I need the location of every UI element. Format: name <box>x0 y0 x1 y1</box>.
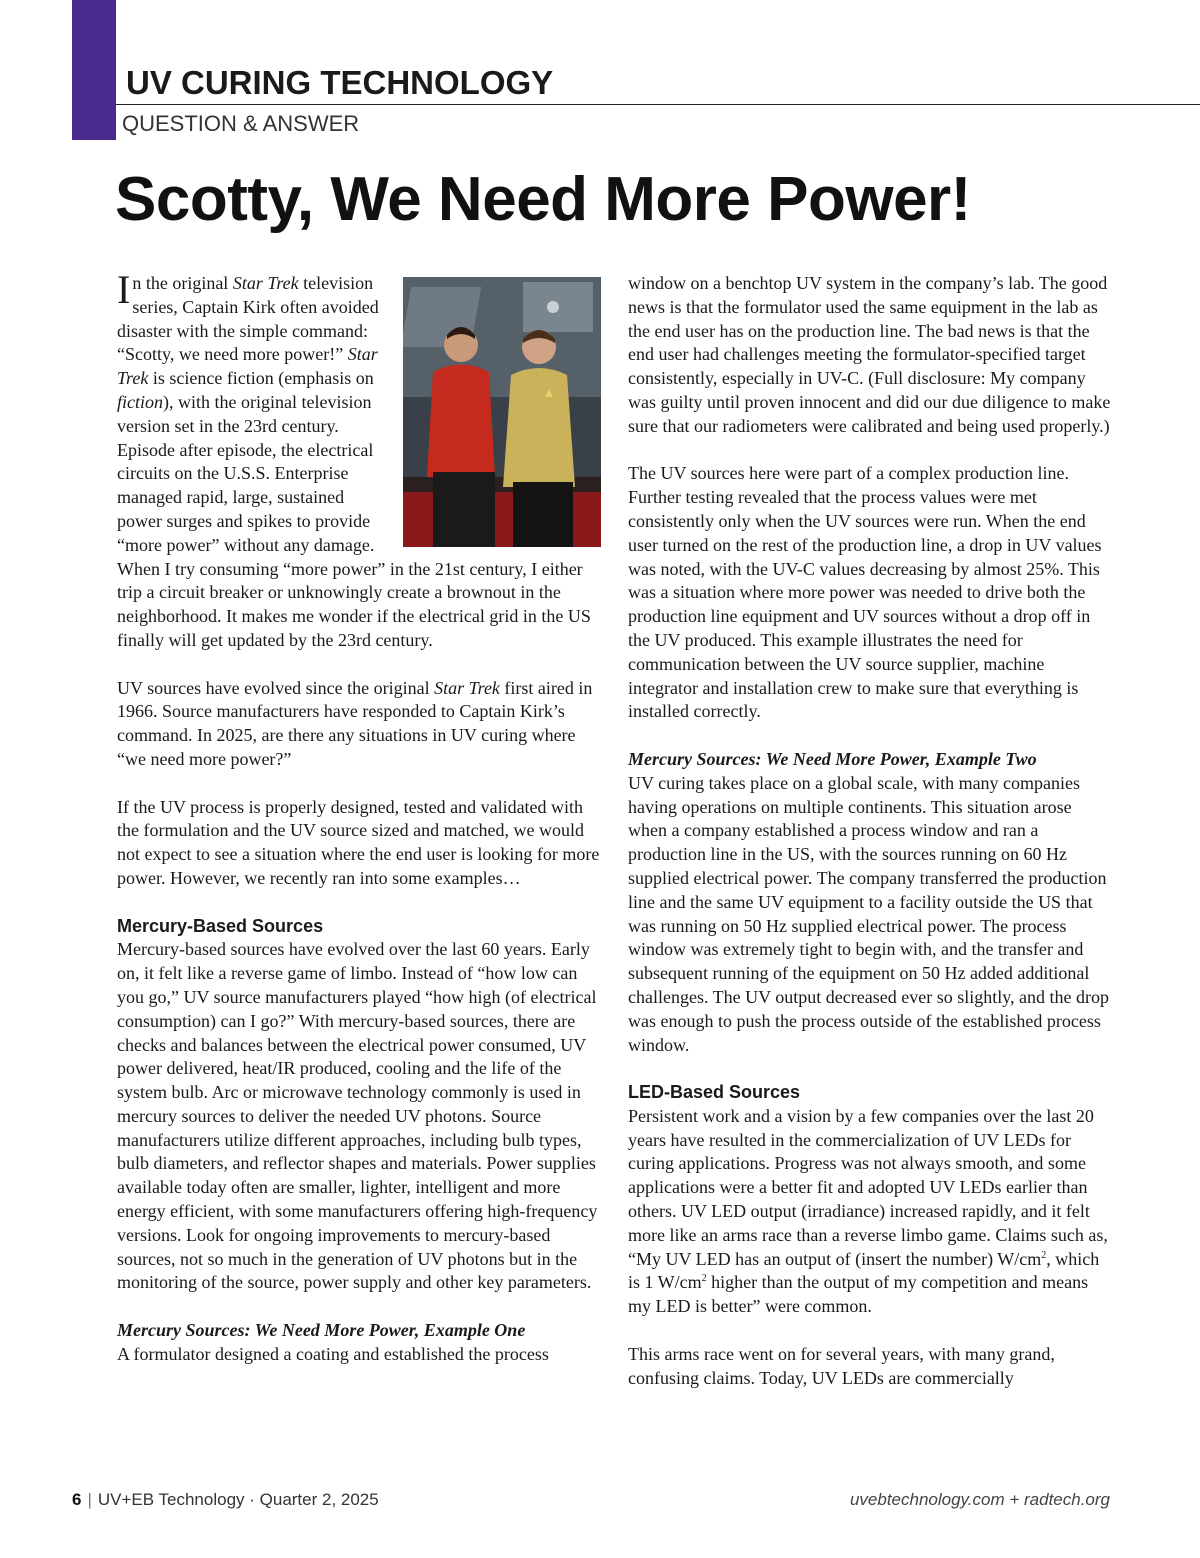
body-paragraph: UV curing takes place on a global scale, with many companies having operations on multiple continents. This situation arose when a company established a process window and ran a production line in the US, with the sources running on 60 Hz supplied electrical power. The company transferred the production line and the same UV equipment to a facility outside the US that was running on 50 Hz supplied electrical power. The process window was extremely tight to begin with, and the transfer and subsequent running of the equipment on 50 Hz added additional challenges. The UV output decreased ever so slightly, and the drop was enough to push the process outside of the established process window. <box>628 772 1110 1055</box>
body-paragraph: A formulator designed a coating and established the process <box>117 1343 549 1364</box>
body-paragraph: UV sources have evolved since the original Star Trek first aired in 1966. Source manufacturers have responded to Captain Kirk’s command. In 2025, are there any situations in UV curing where “we need more power?” <box>117 677 593 769</box>
body-paragraph: Mercury-based sources have evolved over the last 60 years. Early on, it felt like a reverse game of limbo. Instead of “how low can you go,” UV source manufacturers played “how high (of electrical consumption) can I go?” With mercury-based sources, there are checks and balances between the electrical power consumed, UV power delivered, heat/IR produced, cooling and the life of the system bulb. Arc or microwave technology commonly is used in mercury sources to deliver the needed UV photons. Source manufacturers utilize different approaches, including bulb types, bulb diameters, and reflector shapes and materials. Power supplies available today often are smaller, lighter, intelligent and more energy efficient, with some manufacturers offering high-frequency versions. Look for ongoing improvements to mercury-based sources, not so much in the generation of UV photons but in the monitoring of the source, power supply and other key parameters. <box>117 939 598 1293</box>
article-headline: Scotty, We Need More Power! <box>115 165 971 234</box>
header-rule <box>116 104 1200 105</box>
body-paragraph: window on a benchtop UV system in the company’s lab. The good news is that the formulator used the same equipment in the lab as the end user has on the production line. The bad news is that the end user had challenges meeting the formulator-specified target consistently, especially in UV-C. (Full disclosure: My company was guilty until proven innocent and did our due diligence to make sure that our radiometers were calibrated and being used properly.) <box>628 273 1111 436</box>
subhead-example-one: Mercury Sources: We Need More Power, Example One <box>117 1320 526 1341</box>
body-paragraph: If the UV process is properly designed, tested and validated with the formulation and the UV source sized and matched, we would not expect to see a situation where the end user is looking for more power. However, we recently ran into some examples… <box>117 796 600 888</box>
footer-separator: | <box>87 1490 92 1509</box>
left-column <box>117 267 603 1390</box>
intro-paragraph: In the original Star Trek television series, Captain Kirk often avoided disaster with the simple command: “Scotty, we need more power!” Star Trek is science fiction (emphasis on fiction), with the original television version set in the 23rd century. Episode after episode, the electrical circuits on the U.S.S. Enterprise managed rapid, large, sustained power surges and spikes to provide “more power” without any damage. When I try consuming “more power” in the 21st century, I either trip a circuit breaker or unknowingly create a brownout in the neighborhood. It makes me wonder if the electrical grid in the US finally will get updated by the 23rd century. <box>117 267 591 650</box>
page-footer <box>72 1490 1110 1514</box>
subhead-led-based-sources: LED-Based Sources <box>628 1082 801 1103</box>
publication-name: UV+EB Technology · Quarter 2, 2025 <box>97 1490 379 1509</box>
body-paragraph: Persistent work and a vision by a few companies over the last 20 years have resulted in the commercialization of UV LEDs for curing applications. Progress was not always smooth, and some applications were a better fit and adopted UV LEDs earlier than others. UV LED output (irradiance) increased rapidly, and it felt more like an arms race than a reverse limbo game. Claims such as, “My UV LED has an output of (insert the number) $W/cm^2$, which is 1 $W/cm^2$ higher than the output of my competition and means my LED is better” were common. <box>628 1105 1108 1317</box>
subhead-example-two: Mercury Sources: We Need More Power, Example Two <box>628 748 1037 769</box>
star-trek-crew-photo <box>403 277 601 547</box>
footer-websites: uvebtechnology.com + radtech.org <box>849 1490 1110 1509</box>
page-number: 6 <box>72 1490 82 1509</box>
section-subtitle: QUESTION & ANSWER <box>122 111 360 136</box>
subhead-mercury-based-sources: Mercury-Based Sources <box>117 915 324 936</box>
header-accent-bar <box>72 0 116 140</box>
section-title: UV CURING TECHNOLOGY <box>126 64 554 101</box>
body-paragraph: The UV sources here were part of a complex production line. Further testing revealed that the process values were met consistently only when the UV sources were run. When the end user turned on the rest of the production line, a drop in UV values was noted, with the UV-C values decreasing by almost 25%. This was a situation where more power was needed to drive both the production line equipment and UV sources without a drop off in the UV produced. This example illustrates the need for communication between the UV source supplier, machine integrator and installation crew to make sure that everything is installed correctly. <box>628 463 1102 722</box>
body-paragraph: This arms race went on for several years, with many grand, confusing claims. Today, UV LEDs are commercially <box>628 1343 1055 1388</box>
drop-cap: I <box>117 267 131 312</box>
right-column <box>628 272 1114 1414</box>
crew-photo-illustration <box>403 277 601 547</box>
